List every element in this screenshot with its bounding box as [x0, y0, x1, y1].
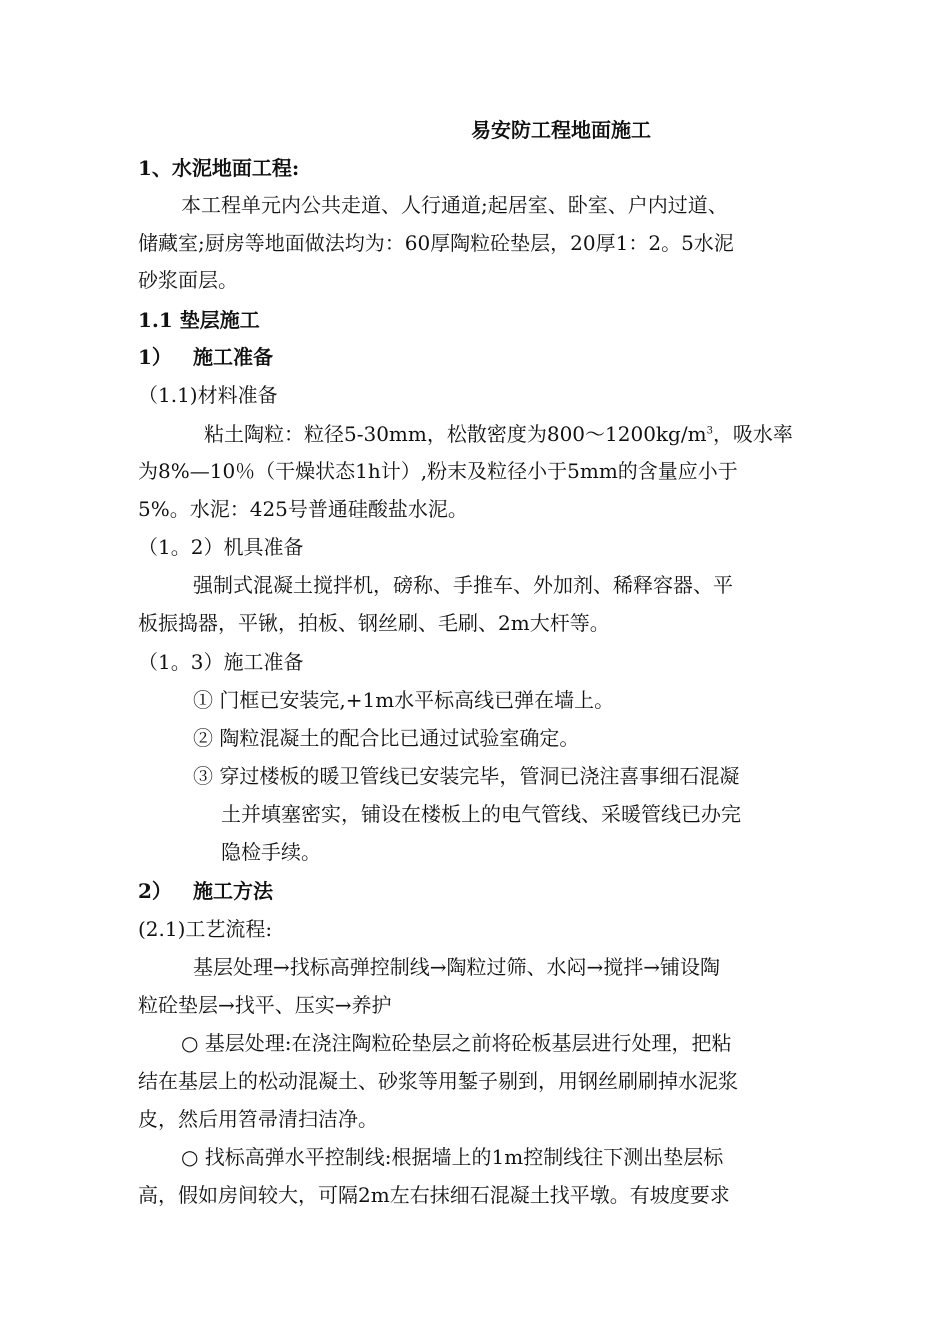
base-treatment-line-1: ○ 基层处理:在浇注陶粒砼垫层之前将砼板基层进行处理，把粘: [181, 1031, 732, 1055]
tools-line-1: 强制式混凝土搅拌机，磅称、手推车、外加剂、稀释容器、平: [193, 573, 733, 597]
condition-item-2: ② 陶粒混凝土的配合比已通过试验室确定。: [193, 726, 580, 750]
flow-line-1: 基层处理→找标高弹控制线→陶粒过筛、水闷→搅拌→铺设陶: [193, 955, 721, 979]
intro-line-2: 储藏室;厨房等地面做法均为：60厚陶粒砼垫层，20厚1：2。5水泥: [138, 231, 734, 255]
intro-line-3: 砂浆面层。: [138, 268, 238, 292]
flow-line-2: 粒砼垫层→找平、压实→养护: [138, 993, 392, 1017]
subheading-method-number: 2）: [138, 879, 172, 903]
materials-line-1-tail: ，吸水率: [712, 422, 793, 446]
tools-line-2: 板振捣器，平锹，拍板、钢丝刷、毛刷、2m大杆等。: [138, 611, 610, 635]
document-title: 易安防工程地面施工: [471, 118, 651, 142]
condition-item-3-line-2: 土并填塞密实，铺设在楼板上的电气管线、采暖管线已办完: [221, 802, 741, 826]
condition-item-3-line-3: 隐检手续。: [221, 840, 321, 864]
section-heading-cement-floor: 1、水泥地面工程:: [138, 156, 300, 180]
condition-item-1: ① 门框已安装完,+1m水平标高线已弹在墙上。: [193, 688, 615, 712]
subheading-prep-text: 施工准备: [193, 345, 273, 369]
base-treatment-line-2: 结在基层上的松动混凝土、砂浆等用錾子剔到，用钢丝刷刷掉水泥浆: [138, 1069, 738, 1093]
subheading-method-text: 施工方法: [193, 879, 273, 903]
level-control-line-2: 高，假如房间较大，可隔2m左右抹细石混凝土找平墩。有坡度要求: [138, 1183, 730, 1207]
subheading-prep-number: 1）: [138, 345, 172, 369]
level-control-line-1: ○ 找标高弹水平控制线:根据墙上的1m控制线往下测出垫层标: [181, 1145, 724, 1169]
base-treatment-line-3: 皮，然后用笤帚清扫洁净。: [138, 1107, 378, 1131]
materials-line-1-text: 粘土陶粒：粒径5-30mm，松散密度为800～1200kg/m: [204, 422, 707, 446]
materials-line-3: 5%。水泥：425号普通硅酸盐水泥。: [138, 497, 468, 521]
tools-heading: （1。2）机具准备: [138, 535, 304, 559]
materials-heading: （1.1)材料准备: [138, 383, 278, 407]
condition-item-3-line-1: ③ 穿过楼板的暖卫管线已安装完毕，管洞已浇注喜事细石混凝: [193, 764, 740, 788]
conditions-heading: （1。3）施工准备: [138, 650, 304, 674]
section-heading-cushion: 1.1 垫层施工: [138, 308, 260, 332]
materials-line-2: 为8%—10％（干燥状态1h计）,粉末及粒径小于5mm的含量应小于: [138, 459, 738, 483]
materials-line-1: [204, 420, 793, 448]
flow-heading: (2.1)工艺流程:: [138, 917, 273, 941]
intro-line-1: 本工程单元内公共走道、人行通道;起居室、卧室、户内过道、: [181, 193, 728, 217]
superscript-three: 3: [706, 425, 713, 437]
